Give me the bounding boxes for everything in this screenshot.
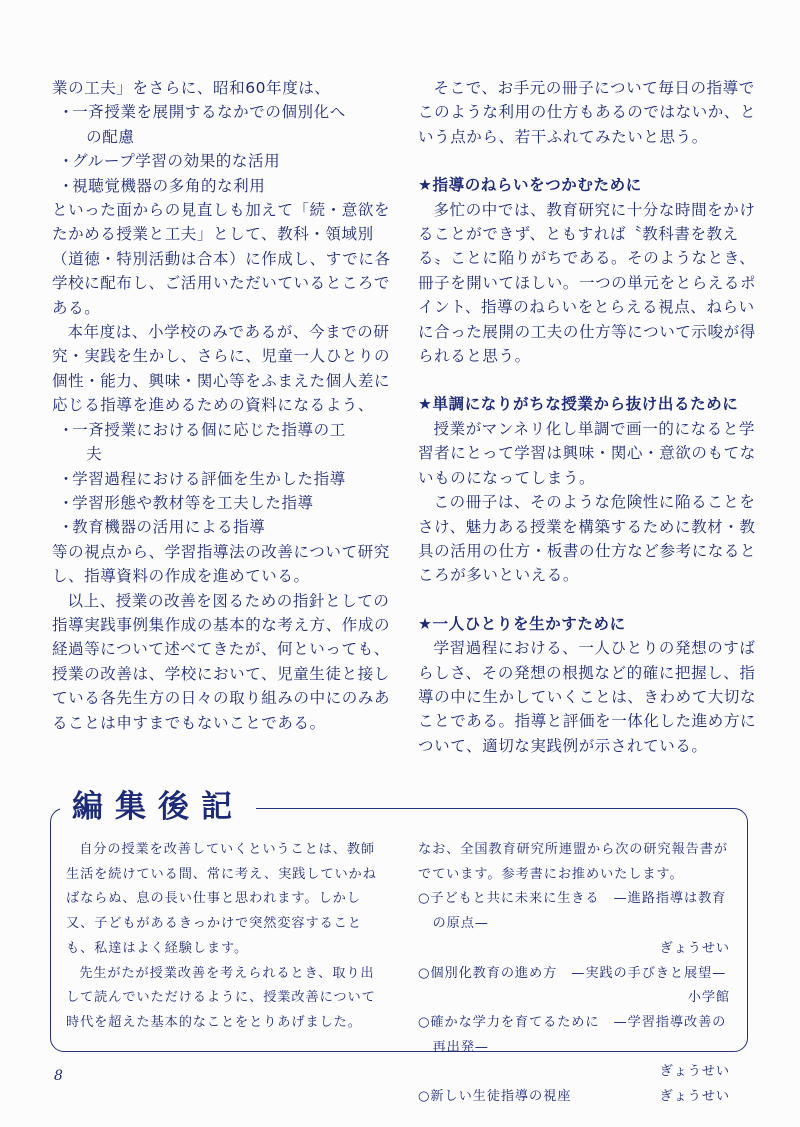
book-publisher: ぎょうせい [659,940,730,956]
paragraph: 自分の授業を改善していくということは、教師生活を続けている間、常に考え、実践していかねばならぬ、息の長い仕事と思われます。しかし又、子どもがあるきっかけで突然変容することも、私達はよく経験します。 [66,842,377,956]
paragraph: そこで、お手元の冊子について毎日の指導でこのような利用の仕方もあるのではないか、という点から、若干ふれてみたいと思う。 [418,79,757,146]
book-item [418,1085,738,1110]
left-column [52,76,392,735]
bullet-item: ・教育機器の活用による指導 [58,518,266,537]
section-heading: ★単調になりがちな授業から抜け出るために [418,395,739,414]
paragraph: といった面からの見直しも加えて「続・意欲をたかめる授業と工夫」として、教科・領域別（道徳・特別活動は合本）に作成し、すでに各学校に配布し、ご活用いただいているところである。 [52,201,391,317]
book-title: ○確かな学力を育てるために —学習指導改善の再出発— [418,1014,727,1055]
book-publisher: ぎょうせい [659,1089,730,1105]
bullet-item: ・グループ学習の効果的な活用 [58,152,281,171]
paragraph: 授業がマンネリ化し単調で画一的になると学習者にとって学習は興味・関心・意欲のもてないものになってしまう。 [418,419,756,487]
paragraph: 本年度は、小学校のみであるが、今までの研究・実践を生かし、さらに、児童一人ひとりの個性・能力、興味・関心等をふまえた個人差に応じる指導を進めるための資料になるよう、 [52,323,391,415]
paragraph: なお、全国教育研究所連盟から次の研究報告書がでています。参考書にお推めいたします。 [418,842,728,882]
bullet-item: ・一斉授業を展開するなかでの個別化へ [58,103,346,122]
paragraph: 業の工夫」をさらに、昭和60年度は、 [52,79,331,97]
bullet-continuation: の配慮 [86,127,135,146]
book-item [418,887,738,961]
book-item [418,1011,738,1085]
bullet-item: ・学習形態や教材等を工夫した指導 [58,493,314,512]
book-publisher: ぎょうせい [659,1064,730,1080]
book-title: ○子どもと共に未来に生きる —進路指導は教育の原点— [418,891,727,932]
book-item [418,962,738,1011]
bullet-continuation: 夫 [86,445,103,464]
paragraph: 以上、授業の改善を図るための指針としての指導実践事例集作成の基本的な考え方、作成の経過等について述べてきたが、何といっても、授業の改善は、学校において、児童生徒と接している各先生方の日々の取り組みの中にのみあることは申すまでもないことである。 [52,591,391,732]
paragraph: 先生がたが授業改善を考えられるとき、取り出して読んでいただけるように、授業改善について時代を超えた基本的なことをとりあげました。 [66,965,376,1030]
editorial-left-text [66,838,388,1036]
book-publisher: 小学館 [687,990,730,1006]
paragraph: 等の視点から、学習指導法の改善について研究し、指導資料の作成を進めている。 [52,542,390,586]
editorial-title: 編集後記 [60,785,256,829]
bullet-item: ・一斉授業における個に応じた指導の工 [58,420,346,439]
paragraph: この冊子は、そのような危険性に陥ることをさけ、魅力ある授業を構築するために教材・教具の活用の仕方・板書の仕方など参考になるところが多いといえる。 [418,493,757,585]
paragraph: 多忙の中では、教育研究に十分な時間をかけることができず、ともすれば〝教科書を教える〟ことに陥りがちである。そのようなとき、冊子を開いてほしい。一つの単元をとらえるポイント、指導のねらいをとらえる視点、ねらいに合った展開の工夫の仕方等について示唆が得られると思う。 [418,200,757,366]
editorial-right-text [418,838,738,1110]
book-list [418,887,738,1109]
right-column [418,76,758,758]
paragraph: 学習過程における、一人ひとりの発想のすばらしさ、その発想の根拠など的確に把握し、指導の中に生かしていくことは、きわめて大切なことである。指導と評価を一体化した進め方について、適切な実践例が示されている。 [418,639,757,755]
section-heading: ★指導のねらいをつかむために [418,176,642,195]
bullet-item: ・視聴覚機器の多角的な利用 [58,176,266,195]
bullet-item: ・学習過程における評価を生かした指導 [58,469,346,488]
book-title: ○新しい生徒指導の視座 [418,1089,572,1105]
section-heading: ★一人ひとりを生かすために [418,614,626,633]
book-title: ○個別化教育の進め方 —実践の手びきと展望— [418,965,727,981]
page-number: 8 [54,1068,63,1084]
